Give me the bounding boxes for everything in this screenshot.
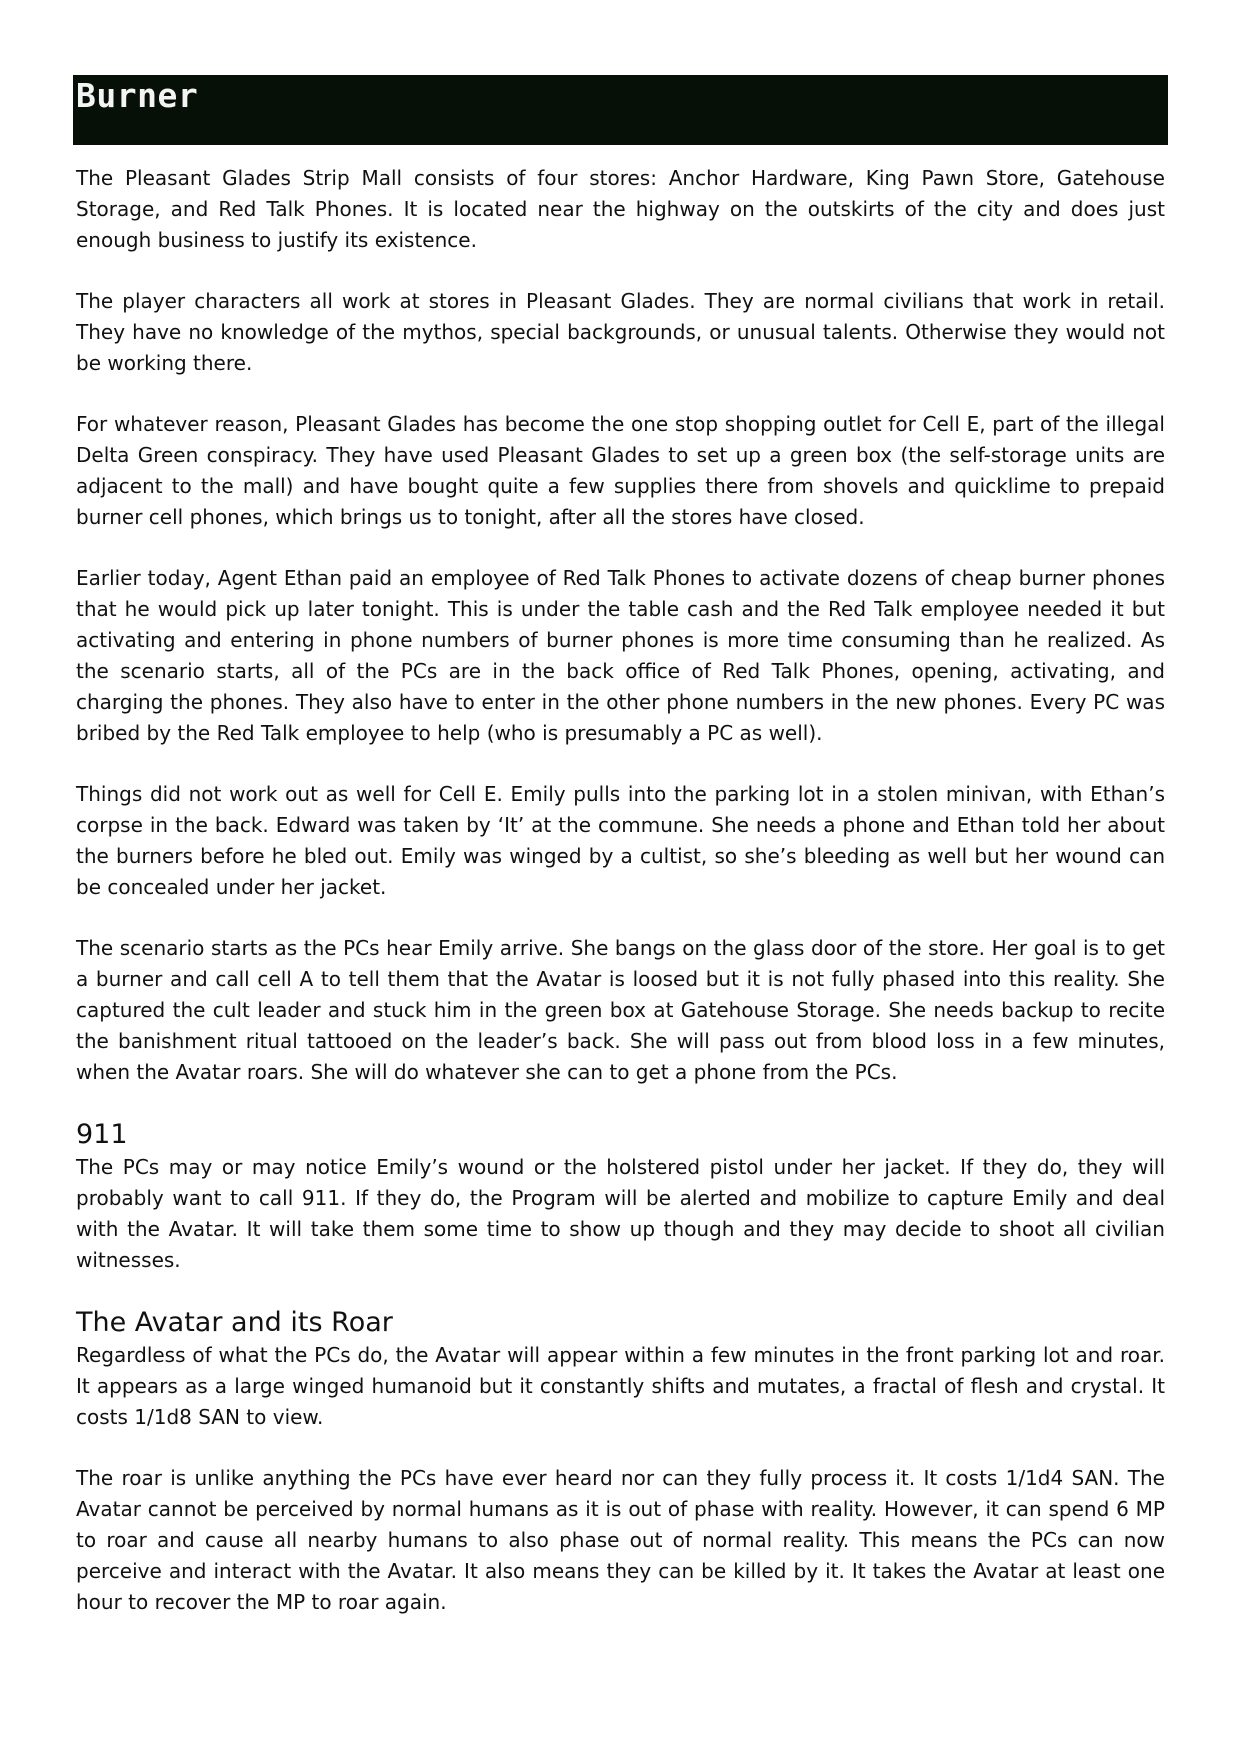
section-heading-avatar: The Avatar and its Roar	[76, 1307, 393, 1338]
paragraph: The player characters all work at stores in Pleasant Glades. They are normal civilians that work in retail. They have no knowledge of the mythos, special backgrounds, or unusual talents. Otherwise they would not be working there.	[76, 289, 1165, 375]
paragraph: The roar is unlike anything the PCs have ever heard nor can they fully process it. It costs 1/1d4 SAN. The Avatar cannot be perceived by normal humans as it is out of phase with reality. However, it can spend 6 MP to roar and cause all nearby humans to also phase out of normal reality. This means the PCs can now perceive and interact with the Avatar. It also means they can be killed by it. It takes the Avatar at least one hour to recover the MP to roar again.	[76, 1466, 1165, 1614]
section-heading-911: 911	[76, 1119, 128, 1150]
paragraph: For whatever reason, Pleasant Glades has become the one stop shopping outlet for Cell E, part of the illegal Delta Green conspiracy. They have used Pleasant Glades to set up a green box (the self-storage units are adjacent to the mall) and have bought quite a few supplies there from shovels and quicklime to prepaid burner cell phones, which brings us to tonight, after all the stores have closed.	[76, 412, 1165, 529]
title-banner	[73, 75, 1168, 145]
document-title: Burner	[76, 76, 199, 115]
document-page	[73, 75, 1168, 1648]
paragraph: Earlier today, Agent Ethan paid an employee of Red Talk Phones to activate dozens of cheap burner phones that he would pick up later tonight. This is under the table cash and the Red Talk employee needed it but activating and entering in phone numbers of burner phones is more time consuming than he realized. As the scenario starts, all of the PCs are in the back office of Red Talk Phones, opening, activating, and charging the phones. They also have to enter in the other phone numbers in the new phones. Every PC was bribed by the Red Talk employee to help (who is presumably a PC as well).	[76, 566, 1165, 745]
paragraph: The Pleasant Glades Strip Mall consists of four stores: Anchor Hardware, King Pawn Store, Gatehouse Storage, and Red Talk Phones. It is located near the highway on the outskirts of the city and does just enough business to justify its existence.	[76, 166, 1165, 252]
paragraph: The scenario starts as the PCs hear Emily arrive. She bangs on the glass door of the store. Her goal is to get a burner and call cell A to tell them that the Avatar is loosed but it is not fully phased into this reality. She captured the cult leader and stuck him in the green box at Gatehouse Storage. She needs backup to recite the banishment ritual tattooed on the leader’s back. She will pass out from blood loss in a few minutes, when the Avatar roars. She will do whatever she can to get a phone from the PCs.	[76, 936, 1165, 1084]
paragraph: Things did not work out as well for Cell E. Emily pulls into the parking lot in a stolen minivan, with Ethan’s corpse in the back. Edward was taken by ‘It’ at the commune. She needs a phone and Ethan told her about the burners before he bled out. Emily was winged by a cultist, so she’s bleeding as well but her wound can be concealed under her jacket.	[76, 782, 1165, 899]
document-body	[73, 163, 1168, 1618]
paragraph: The PCs may or may notice Emily’s wound or the holstered pistol under her jacket. If they do, they will probably want to call 911. If they do, the Program will be alerted and mobilize to capture Emily and deal with the Avatar. It will take them some time to show up though and they may decide to shoot all civilian witnesses.	[76, 1155, 1165, 1272]
paragraph: Regardless of what the PCs do, the Avatar will appear within a few minutes in the front parking lot and roar. It appears as a large winged humanoid but it constantly shifts and mutates, a fractal of flesh and crystal. It costs 1/1d8 SAN to view.	[76, 1343, 1165, 1429]
